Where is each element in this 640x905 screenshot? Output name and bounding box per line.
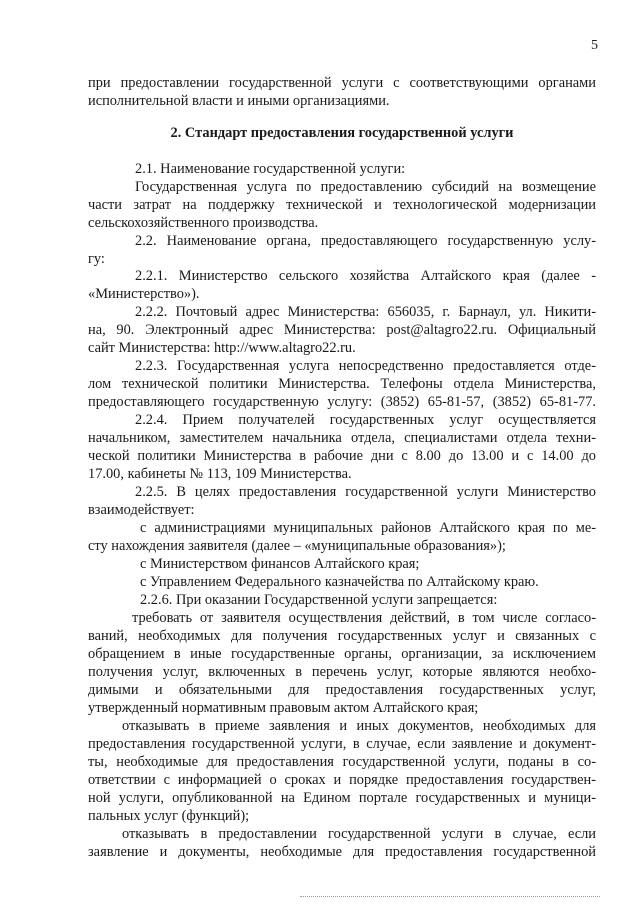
body-line: гу: (88, 251, 105, 267)
body-line: начальником, заместителем начальника отдела, специалистами отдела техни- (88, 430, 596, 446)
body-line: на, 90. Электронный адрес Министерства: post@altagro22.ru. Официальный (88, 322, 596, 338)
body-line: части затрат на поддержку технической и технологической модернизации (88, 197, 596, 213)
page-number: 5 (591, 38, 598, 53)
body-line: исполнительной власти и иными организациями. (88, 93, 390, 109)
body-line: ческой политики Министерства в рабочие дни с 8.00 до 13.00 и с 14.00 до (88, 448, 596, 464)
body-line: 2.2.5. В целях предоставления государственной услуги Министерство (135, 484, 596, 500)
body-line: лом технической политики Министерства. Телефоны отдела Министерства, (88, 376, 596, 392)
body-line: при предоставлении государственной услуги с соответствующими органами (88, 75, 596, 91)
body-line: утвержденный нормативным правовым актом Алтайского края; (88, 700, 479, 716)
body-line: сайт Министерства: http://www.altagro22.ru. (88, 340, 356, 356)
body-line: с Министерством финансов Алтайского края; (140, 556, 420, 572)
body-line: 17.00, кабинеты № 113, 109 Министерства. (88, 466, 352, 482)
scan-edge-dots (300, 896, 600, 897)
body-line: 2.2.3. Государственная услуга непосредственно предоставляется отде- (135, 358, 596, 374)
body-line: сту нахождения заявителя (далее – «муниципальные образования»); (88, 538, 506, 554)
body-line: взаимодействует: (88, 502, 195, 518)
body-line: 2.1. Наименование государственной услуги: (135, 161, 406, 177)
body-line: «Министерство»). (88, 286, 200, 302)
body-line: 2.2.4. Прием получателей государственных услуг осуществляется (135, 412, 596, 428)
body-line: димыми и обязательными для предоставления государственных услуг, (88, 682, 596, 698)
body-line: сельскохозяйственного производства. (88, 215, 319, 231)
body-line: получения услуг, включенных в перечень услуг, которые являются необхо- (88, 664, 596, 680)
body-line: предоставляющего государственную услугу: (3852) 65-81-57, (3852) 65-81-77. (88, 394, 596, 410)
section-heading: 2. Стандарт предоставления государственной услуги (170, 125, 514, 141)
body-line: предоставления государственной услуги, в случае, если заявление и документ- (88, 736, 596, 752)
body-line: 2.2.6. При оказании Государственной услуги запрещается: (140, 592, 498, 608)
body-line: отказывать в приеме заявления и иных документов, необходимых для (122, 718, 596, 734)
body-line: 2.2.1. Министерство сельского хозяйства Алтайского края (далее - (135, 268, 596, 284)
body-line: с администрациями муниципальных районов Алтайского края по ме- (140, 520, 596, 536)
body-line: Государственная услуга по предоставлению субсидий на возмещение (135, 179, 596, 195)
body-line: обращением в иные государственные органы, организации, за исключением (88, 646, 596, 662)
body-line: 2.2. Наименование органа, предоставляющего государственную услу- (135, 233, 596, 249)
body-line: заявление и документы, необходимые для предоставления государственной (88, 844, 596, 860)
body-line: с Управлением Федерального казначейства по Алтайскому краю. (140, 574, 539, 590)
body-line: ваний, необходимых для получения государственных услуг и связанных с (88, 628, 596, 644)
body-line: пальных услуг (функций); (88, 808, 250, 824)
body-line: ответствии с информацией о сроках и порядке предоставления государствен- (88, 772, 596, 788)
body-line: 2.2.2. Почтовый адрес Министерства: 656035, г. Барнаул, ул. Никити- (135, 304, 596, 320)
body-line: ной услуги, опубликованной на Едином портале государственных и муници- (88, 790, 596, 806)
body-line: ты, необходимые для предоставления государственной услуги, поданы в со- (88, 754, 596, 770)
body-line: отказывать в предоставлении государственной услуги в случае, если (122, 826, 596, 842)
body-line: требовать от заявителя осуществления действий, в том числе согласо- (132, 610, 596, 626)
